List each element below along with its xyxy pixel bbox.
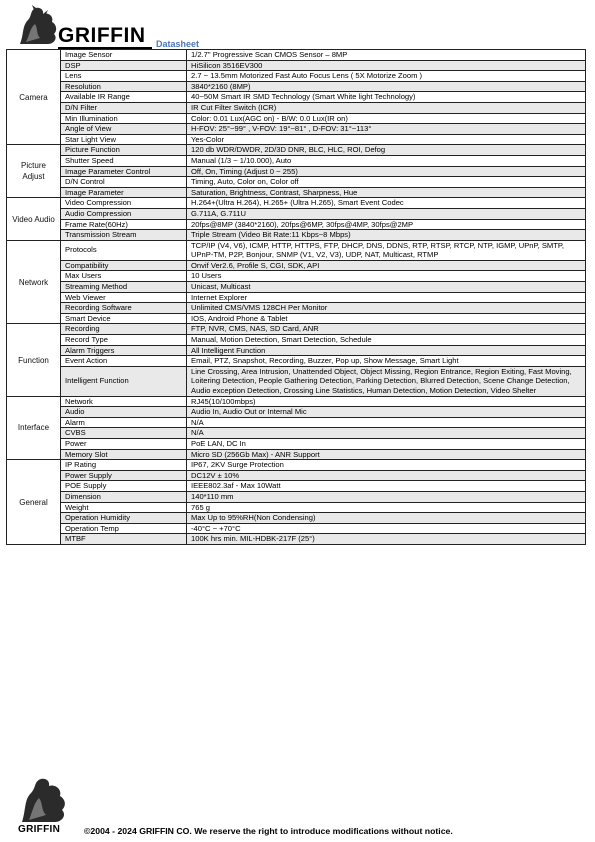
spec-label: Recording Software <box>61 303 187 314</box>
spec-row <box>7 417 586 428</box>
spec-value: Line Crossing, Area Intrusion, Unattended Object, Object Missing, Region Entrance, Region Exiting, Fast Moving, Loitering Detection, People Gathering Detection, Parking Detection, Blurred Detection, Scene Change Detection, Audio exception Detection, Crossing Line Statistics, Human Detection, Motion Detection, Video Shelter <box>187 366 586 396</box>
spec-row <box>7 345 586 356</box>
spec-label: Memory Slot <box>61 449 187 460</box>
spec-row <box>7 407 586 418</box>
spec-row <box>7 356 586 367</box>
spec-row <box>7 396 586 407</box>
spec-value: TCP/IP (V4, V6), ICMP, HTTP, HTTPS, FTP, DHCP, DNS, DDNS, RTP, RTSP, RTCP, NTP, IGMP, UPnP, SMTP, UPnP-TM, P2P, Bonjour, SNMP (V1, V2, V3), UDP, NAT, Multicast, RTMP <box>187 240 586 260</box>
spec-row <box>7 282 586 293</box>
spec-row <box>7 145 586 156</box>
spec-value: Manual, Motion Detection, Smart Detection, Schedule <box>187 335 586 346</box>
spec-row <box>7 513 586 524</box>
spec-value: N/A <box>187 428 586 439</box>
spec-row <box>7 134 586 145</box>
spec-label: Dimension <box>61 491 187 502</box>
spec-label: Min Illumination <box>61 113 187 124</box>
spec-value: IEEE802.3af - Max 10Watt <box>187 481 586 492</box>
spec-label: Alarm Triggers <box>61 345 187 356</box>
spec-value: IOS, Android Phone & Tablet <box>187 313 586 324</box>
spec-value: Audio In, Audio Out or Internal Mic <box>187 407 586 418</box>
document-type: Datasheet <box>156 39 200 49</box>
spec-row <box>7 240 586 260</box>
spec-label: Power Supply <box>61 470 187 481</box>
spec-value: 1/2.7" Progressive Scan CMOS Sensor – 8MP <box>187 50 586 61</box>
spec-label: Streaming Method <box>61 282 187 293</box>
spec-label: Picture Function <box>61 145 187 156</box>
spec-label: Image Parameter <box>61 187 187 198</box>
spec-value: Micro SD (256Gb Max) - ANR Support <box>187 449 586 460</box>
spec-label: Alarm <box>61 417 187 428</box>
spec-value: -40°C ~ +70°C <box>187 523 586 534</box>
spec-row <box>7 366 586 396</box>
spec-label: Event Action <box>61 356 187 367</box>
spec-value: FTP, NVR, CMS, NAS, SD Card, ANR <box>187 324 586 335</box>
spec-label: Frame Rate(60Hz) <box>61 219 187 230</box>
category-cell: Camera <box>7 50 61 145</box>
spec-label: Web Viewer <box>61 292 187 303</box>
spec-row <box>7 335 586 346</box>
spec-label: Image Parameter Control <box>61 166 187 177</box>
spec-row <box>7 428 586 439</box>
spec-label: Record Type <box>61 335 187 346</box>
spec-label: Image Sensor <box>61 50 187 61</box>
spec-value: H.264+(Ultra H.264), H.265+ (Ultra H.265), Smart Event Codec <box>187 198 586 209</box>
spec-row <box>7 102 586 113</box>
spec-label: Available IR Range <box>61 92 187 103</box>
spec-label: D/N Control <box>61 177 187 188</box>
spec-row <box>7 81 586 92</box>
spec-value: Unlimited CMS/VMS 128CH Per Monitor <box>187 303 586 314</box>
spec-row <box>7 92 586 103</box>
spec-value: 10 Users <box>187 271 586 282</box>
spec-label: Lens <box>61 71 187 82</box>
spec-value: All Intelligent Function <box>187 345 586 356</box>
spec-row <box>7 313 586 324</box>
category-cell: Video Audio <box>7 198 61 240</box>
spec-row <box>7 219 586 230</box>
category-cell: Picture Adjust <box>7 145 61 198</box>
spec-label: Transmission Stream <box>61 230 187 241</box>
spec-value: Email, PTZ, Snapshot, Recording, Buzzer, Pop up, Show Message, Smart Light <box>187 356 586 367</box>
spec-label: Audio Compression <box>61 208 187 219</box>
spec-row <box>7 481 586 492</box>
spec-row <box>7 155 586 166</box>
brand-name: GRIFFIN <box>58 24 146 47</box>
spec-row <box>7 523 586 534</box>
category-cell: Function <box>7 324 61 396</box>
spec-value: Off, On, Timing (Adjust 0 ~ 255) <box>187 166 586 177</box>
spec-label: Audio <box>61 407 187 418</box>
spec-label: Smart Device <box>61 313 187 324</box>
spec-label: Resolution <box>61 81 187 92</box>
spec-row <box>7 198 586 209</box>
spec-value: Unicast, Multicast <box>187 282 586 293</box>
spec-row <box>7 124 586 135</box>
spec-value: IP67, 2KV Surge Protection <box>187 460 586 471</box>
spec-label: Angle of View <box>61 124 187 135</box>
spec-value: Triple Stream (Video Bit Rate:11 Kbps~8 Mbps) <box>187 230 586 241</box>
spec-row <box>7 470 586 481</box>
spec-label: Power <box>61 438 187 449</box>
spec-value: DC12V ± 10% <box>187 470 586 481</box>
category-cell: General <box>7 460 61 545</box>
page-footer <box>10 774 590 838</box>
spec-label: Max Users <box>61 271 187 282</box>
spec-value: 2.7 ~ 13.5mm Motorized Fast Auto Focus Lens ( 5X Motorize Zoom ) <box>187 71 586 82</box>
spec-row <box>7 449 586 460</box>
spec-row <box>7 324 586 335</box>
spec-row <box>7 60 586 71</box>
spec-label: Operation Temp <box>61 523 187 534</box>
spec-row <box>7 502 586 513</box>
spec-row <box>7 230 586 241</box>
page-header <box>10 4 590 48</box>
spec-value: 140*110 mm <box>187 491 586 502</box>
spec-row <box>7 438 586 449</box>
spec-value: 765 g <box>187 502 586 513</box>
spec-label: Network <box>61 396 187 407</box>
spec-label: Recording <box>61 324 187 335</box>
spec-value: H-FOV: 25°~99° , V-FOV: 19°~81° , D-FOV: 31°~113° <box>187 124 586 135</box>
spec-row <box>7 71 586 82</box>
spec-row <box>7 177 586 188</box>
category-cell: Network <box>7 240 61 324</box>
spec-label: Weight <box>61 502 187 513</box>
spec-label: IP Rating <box>61 460 187 471</box>
spec-label: Protocols <box>61 240 187 260</box>
spec-value: IR Cut Filter Switch (ICR) <box>187 102 586 113</box>
spec-row <box>7 271 586 282</box>
spec-value: Saturation, Brightness, Contrast, Sharpness, Hue <box>187 187 586 198</box>
spec-row <box>7 491 586 502</box>
spec-value: Timing, Auto, Color on, Color off <box>187 177 586 188</box>
spec-value: G.711A, G.711U <box>187 208 586 219</box>
spec-value: PoE LAN, DC In <box>187 438 586 449</box>
spec-table <box>6 49 586 545</box>
spec-value: 20fps@8MP (3840*2160), 20fps@6MP, 30fps@4MP, 30fps@2MP <box>187 219 586 230</box>
spec-row <box>7 303 586 314</box>
spec-value: Manual (1/3 ~ 1/10.000), Auto <box>187 155 586 166</box>
spec-label: D/N Filter <box>61 102 187 113</box>
griffin-logo-icon <box>14 4 60 48</box>
spec-label: Video Compression <box>61 198 187 209</box>
spec-label: Shutter Speed <box>61 155 187 166</box>
spec-row <box>7 113 586 124</box>
spec-label: POE Supply <box>61 481 187 492</box>
spec-label: CVBS <box>61 428 187 439</box>
spec-row <box>7 534 586 545</box>
spec-value: Max Up to 95%RH(Non Condensing) <box>187 513 586 524</box>
spec-value: HiSilicon 3516EV300 <box>187 60 586 71</box>
spec-value: 3840*2160 (8MP) <box>187 81 586 92</box>
spec-value: 100K hrs min. MIL-HDBK-217F (25°) <box>187 534 586 545</box>
copyright-notice: ©2004 - 2024 GRIFFIN CO. We reserve the right to introduce modifications without notice. <box>84 826 453 836</box>
spec-row <box>7 187 586 198</box>
spec-value: Yes-Color <box>187 134 586 145</box>
spec-label: Intelligent Function <box>61 366 187 396</box>
spec-value: Color: 0.01 Lux(AGC on) - B/W: 0.0 Lux(IR on) <box>187 113 586 124</box>
spec-value: 40~50M Smart IR SMD Technology (Smart White light Technology) <box>187 92 586 103</box>
spec-label: Compatibility <box>61 260 187 271</box>
spec-label: MTBF <box>61 534 187 545</box>
spec-row <box>7 50 586 61</box>
spec-row <box>7 460 586 471</box>
spec-label: Star Light View <box>61 134 187 145</box>
footer-brand: GRIFFIN <box>18 824 61 835</box>
griffin-footer-logo-icon <box>14 774 70 824</box>
spec-row <box>7 260 586 271</box>
spec-row <box>7 292 586 303</box>
spec-row <box>7 208 586 219</box>
category-cell: Interface <box>7 396 61 460</box>
spec-label: Operation Humidity <box>61 513 187 524</box>
spec-row <box>7 166 586 177</box>
spec-label: DSP <box>61 60 187 71</box>
spec-value: 120 db WDR/DWDR, 2D/3D DNR, BLC, HLC, ROI, Defog <box>187 145 586 156</box>
spec-value: Onvif Ver2.6, Profile S, CGI, SDK, API <box>187 260 586 271</box>
spec-value: Internet Explorer <box>187 292 586 303</box>
spec-value: N/A <box>187 417 586 428</box>
spec-value: RJ45(10/100mbps) <box>187 396 586 407</box>
